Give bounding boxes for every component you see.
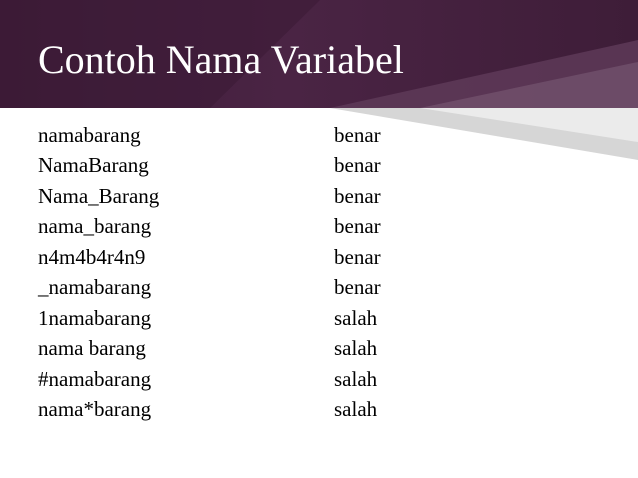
list-item <box>38 334 598 365</box>
list-item <box>38 303 598 334</box>
validity-status: benar <box>334 153 381 178</box>
validity-status: salah <box>334 397 378 422</box>
validity-status: salah <box>334 366 378 391</box>
variable-name: _namabarang <box>38 275 152 300</box>
variable-name: 1namabarang <box>38 305 152 330</box>
list-item <box>38 212 598 243</box>
list-item <box>38 120 598 151</box>
list-item <box>38 181 598 212</box>
list-item <box>38 273 598 304</box>
variable-name: nama_barang <box>38 214 152 239</box>
list-item <box>38 364 598 395</box>
list-item <box>38 395 598 426</box>
variable-name: nama barang <box>38 336 146 361</box>
list-item <box>38 151 598 182</box>
variable-name-list <box>38 120 598 425</box>
variable-name: nama*barang <box>38 397 152 422</box>
validity-status: benar <box>334 275 381 300</box>
variable-name: namabarang <box>38 122 141 147</box>
slide-title: Contoh Nama Variabel <box>38 37 404 82</box>
validity-status: benar <box>334 122 381 147</box>
variable-name: #namabarang <box>38 366 152 391</box>
variable-name: NamaBarang <box>38 153 149 178</box>
variable-name: Nama_Barang <box>38 183 160 208</box>
validity-status: benar <box>334 183 381 208</box>
list-item <box>38 242 598 273</box>
validity-status: salah <box>334 336 378 361</box>
validity-status: salah <box>334 305 378 330</box>
slide-header <box>0 0 638 108</box>
variable-name: n4m4b4r4n9 <box>38 244 146 269</box>
validity-status: benar <box>334 214 381 239</box>
validity-status: benar <box>334 244 381 269</box>
